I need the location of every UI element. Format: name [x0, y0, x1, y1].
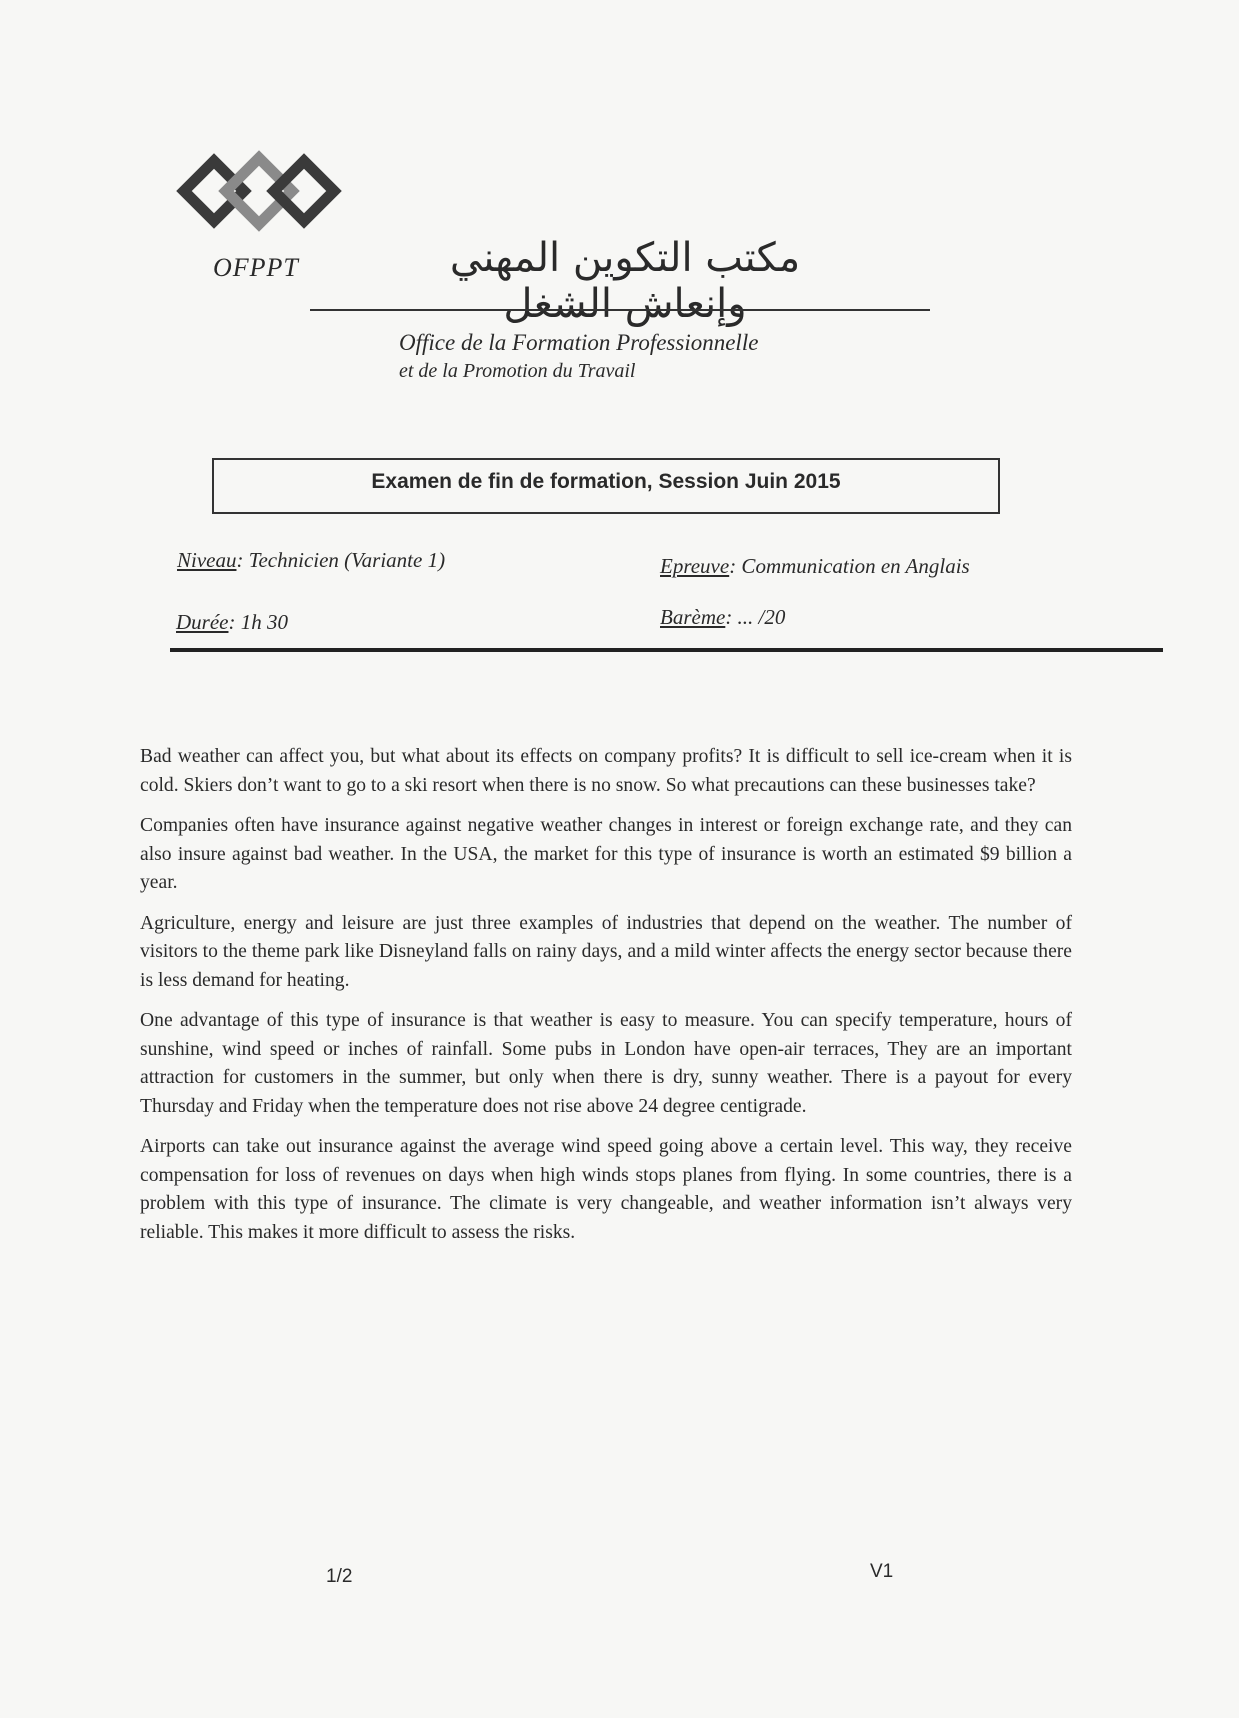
niveau-field: [177, 548, 445, 573]
page-number: 1/2: [326, 1566, 353, 1587]
org-short-name: OFPPT: [213, 253, 299, 282]
paragraph: Companies often have insurance against negative weather changes in interest or foreign exchange rate, and they can also insure against bad weather. In the USA, the market for this type of insurance is worth an estimated $9 billion a year.: [140, 815, 1072, 893]
office-line-1: Office de la Formation Professionnelle: [399, 330, 759, 355]
duree-label: Durée: [176, 610, 229, 634]
duree-field: [176, 610, 288, 635]
section-divider: [170, 648, 1163, 652]
paragraph: One advantage of this type of insurance is that weather is easy to measure. You can specify temperature, hours of sunshine, wind speed or inches of rainfall. Some pubs in London have open-air terraces, They are an important attraction for customers in the summer, but only when there is dry, sunny weather. There is a payout for every Thursday and Friday when the temperature does not rise above 24 degree centigrade.: [140, 1010, 1072, 1117]
ofppt-logo-icon: [176, 145, 342, 237]
niveau-label: Niveau: [177, 548, 237, 572]
bareme-label: Barème: [660, 605, 726, 629]
exam-title: Examen de fin de formation, Session Juin 2015: [371, 470, 841, 493]
epreuve-label: Epreuve: [660, 554, 730, 578]
bareme-field: [660, 605, 785, 630]
exam-title-box: [212, 458, 1000, 514]
reading-passage: [140, 743, 1072, 1259]
paragraph: Bad weather can affect you, but what about its effects on company profits? It is difficult to sell ice-cream when it is cold. Skiers don’t want to go to a ski resort when there is no snow. So what precautions can these businesses take?: [140, 746, 1072, 796]
bareme-value: : ... /20: [725, 605, 786, 629]
niveau-value: : Technicien (Variante 1): [236, 548, 446, 572]
epreuve-field: [660, 554, 970, 579]
version-label: V1: [870, 1561, 894, 1582]
paragraph: Agriculture, energy and leisure are just three examples of industries that depend on the weather. The number of visitors to the theme park like Disneyland falls on rainy days, and a mild winter affects the energy sector because there is less demand for heating.: [140, 912, 1072, 991]
epreuve-value: : Communication en Anglais: [729, 554, 970, 578]
office-line-2: et de la Promotion du Travail: [399, 360, 636, 382]
header-divider: [310, 309, 930, 311]
org-arabic-name: مكتب التكوين المهني وإنعاش الشغل: [449, 235, 801, 327]
paragraph: Airports can take out insurance against the average wind speed going above a certain level. This way, they receive compensation for loss of revenues on days when high winds stops planes from flying. In some countries, there is a problem with this type of insurance. The climate is very changeable, and weather information isn’t always very reliable. This makes it more difficult to assess the risks.: [140, 1136, 1072, 1243]
duree-value: : 1h 30: [228, 610, 288, 634]
office-name: [399, 330, 758, 383]
